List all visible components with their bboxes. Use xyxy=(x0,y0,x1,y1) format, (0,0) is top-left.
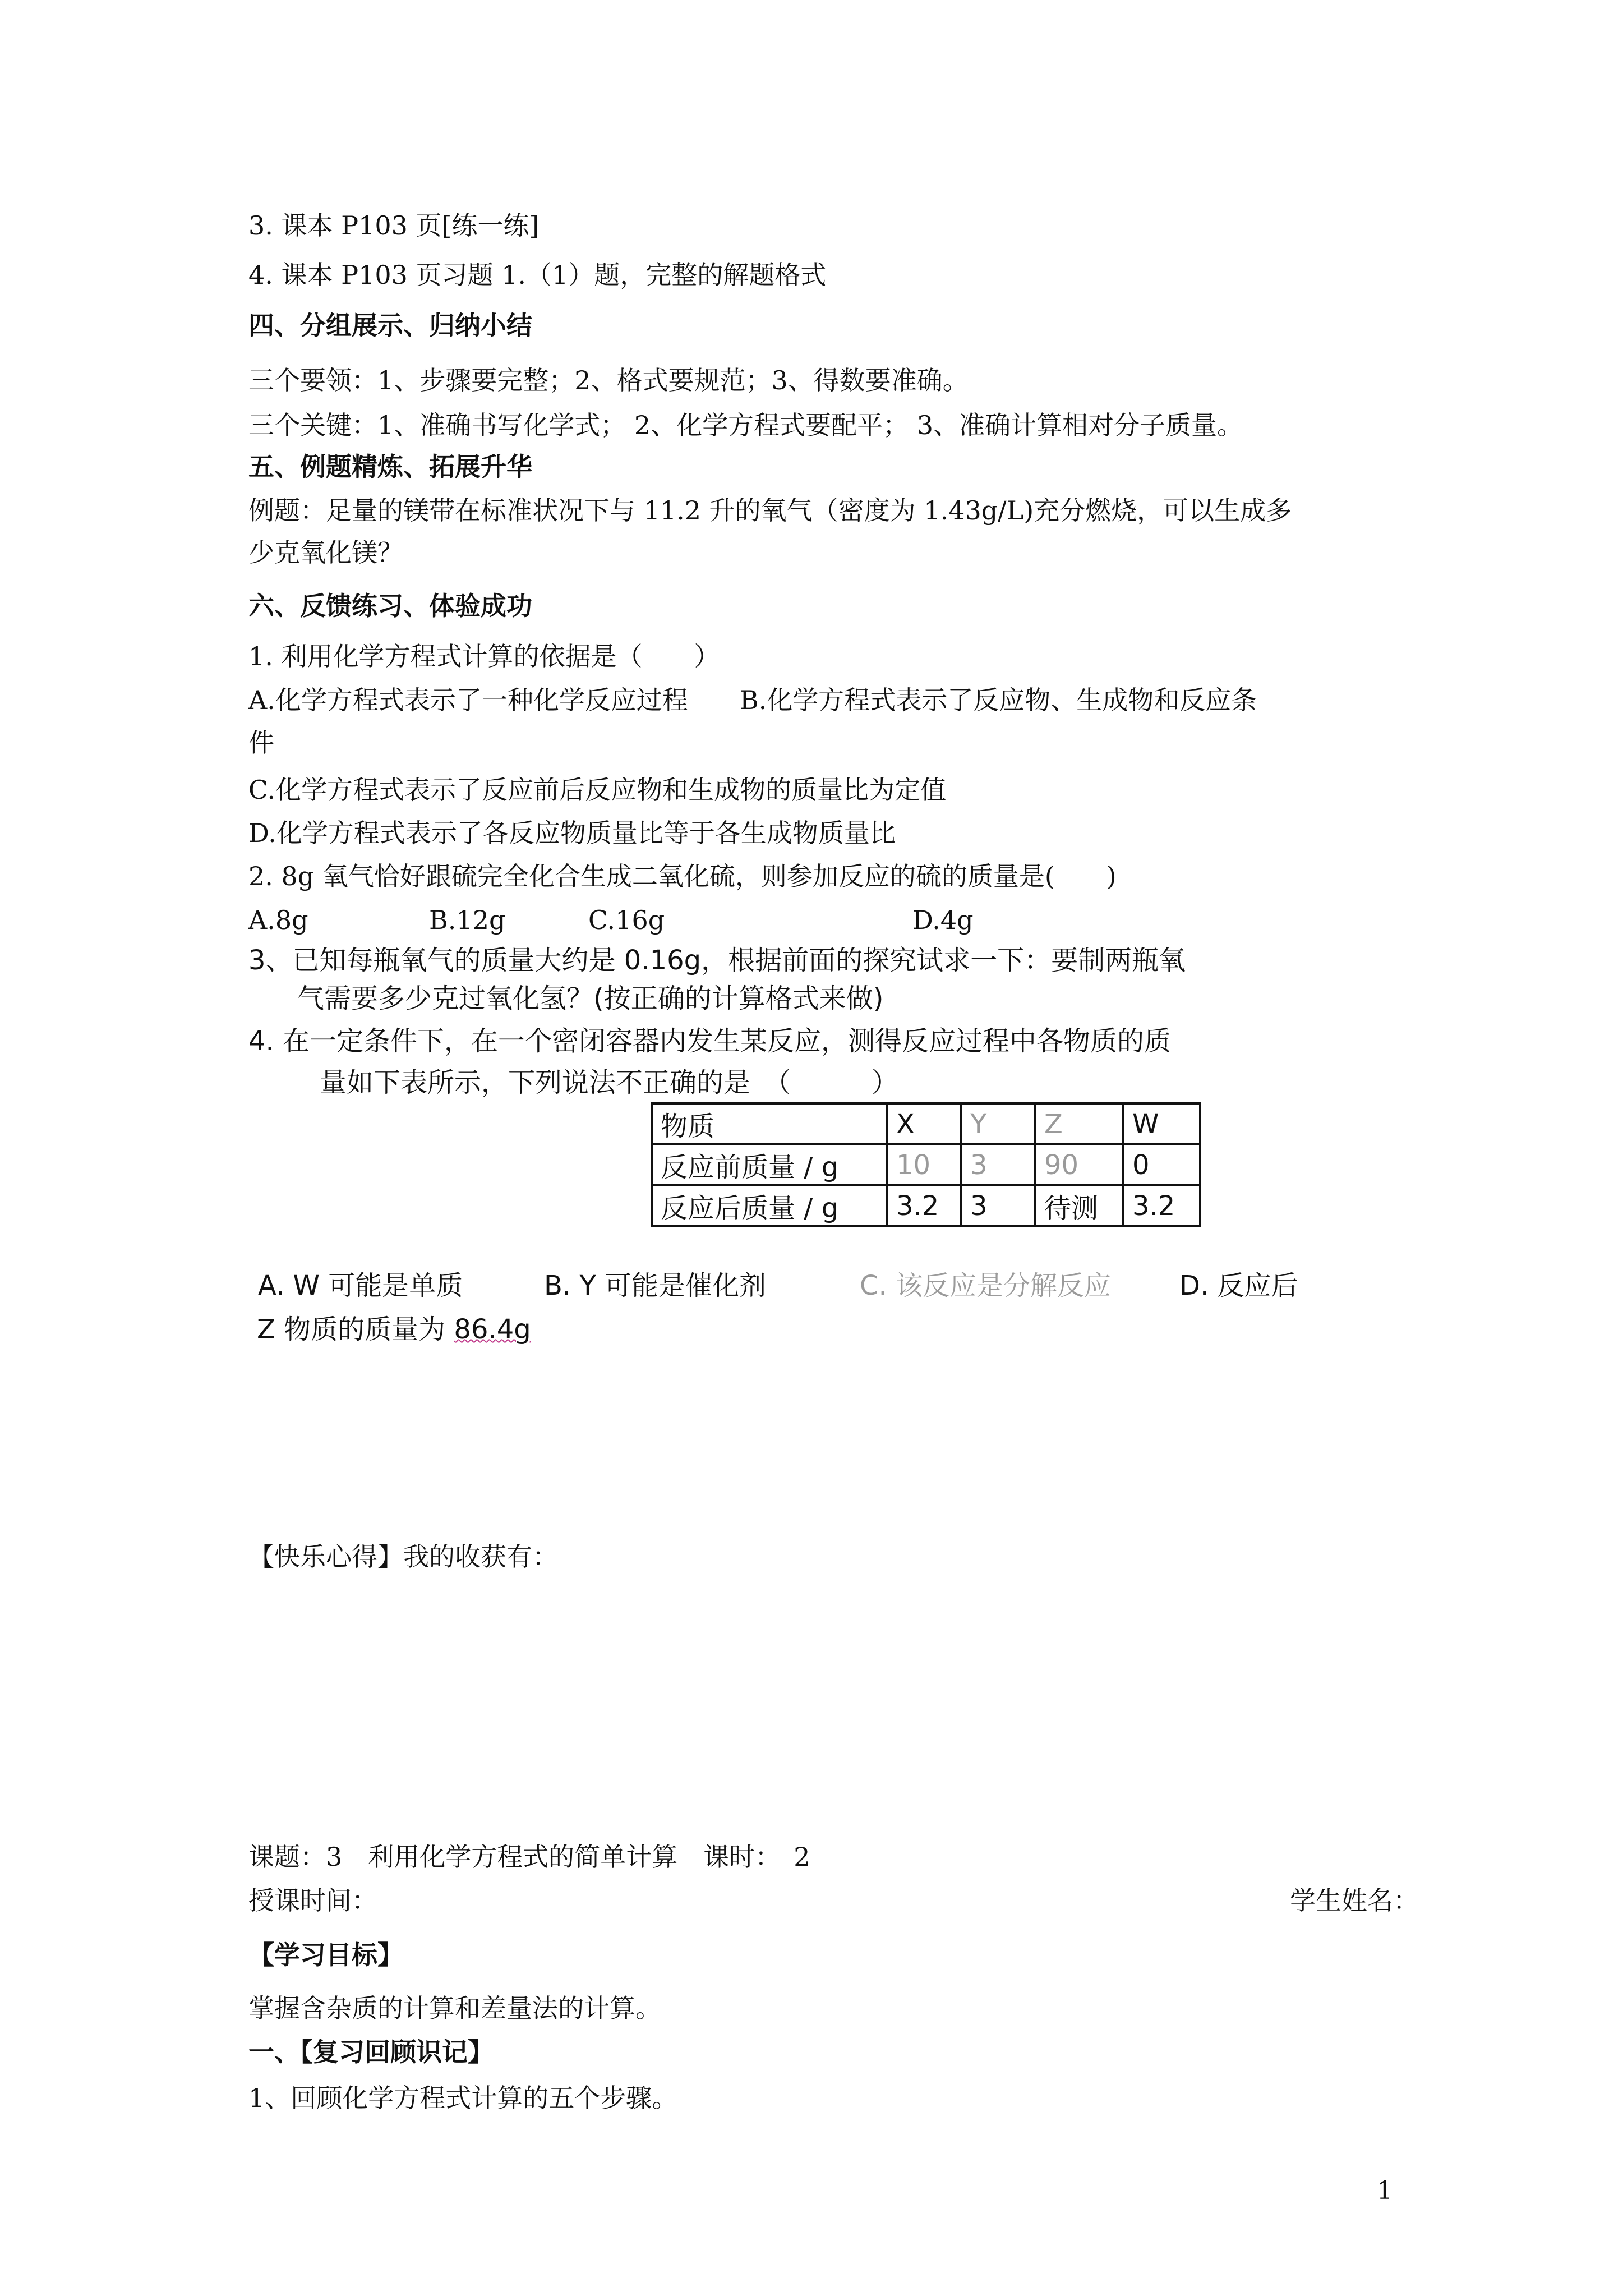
q4-option-d-text: Z 物质的质量为 xyxy=(257,1314,454,1345)
q4-option-b: B. Y 可能是催化剂 xyxy=(544,1270,767,1301)
question-4-line-1: 4. 在一定条件下，在一个密闭容器内发生某反应，测得反应过程中各物质的质 xyxy=(248,1025,1172,1057)
table-row xyxy=(652,1144,1200,1185)
q4-option-d: D. 反应后 xyxy=(1179,1270,1298,1301)
learning-goal: 掌握含杂质的计算和差量法的计算。 xyxy=(248,1993,661,2023)
example-line-1: 例题：足量的镁带在标准状况下与 11.2 升的氧气（密度为 1.43g/L)充分燃烧，可以生成多 xyxy=(248,495,1292,526)
table-cell: 反应前质量 / g xyxy=(652,1144,887,1185)
q4-option-c: C. 该反应是分解反应 xyxy=(860,1270,1112,1301)
table-cell: Z xyxy=(1035,1103,1123,1144)
heading-section-4: 四、分组展示、归纳小结 xyxy=(248,310,532,341)
class-time: 授课时间： xyxy=(248,1885,377,1916)
question-4-line-2: 量如下表所示，下列说法不正确的是 （ ） xyxy=(320,1067,899,1098)
question-4-option-d-cont xyxy=(257,1313,531,1346)
review-item-1: 1、回顾化学方程式计算的五个步骤。 xyxy=(248,2083,678,2113)
q4-option-d-value: 86.4g xyxy=(454,1314,531,1345)
option-a: A.8g xyxy=(248,905,308,935)
option-b: B.12g xyxy=(429,905,506,935)
example-line-2: 少克氧化镁？ xyxy=(248,537,403,568)
table-header-row xyxy=(652,1103,1200,1144)
table-cell: 3.2 xyxy=(1123,1185,1200,1226)
line-4: 4. 课本 P103 页习题 1.（1）题，完整的解题格式 xyxy=(248,260,827,290)
table-cell: 3 xyxy=(961,1144,1035,1185)
heading-section-6: 六、反馈练习、体验成功 xyxy=(248,591,532,621)
table-cell: 90 xyxy=(1035,1144,1123,1185)
option-c: C.16g xyxy=(588,905,665,935)
question-2: 2. 8g 氧气恰好跟硫完全化合生成二氧化硫，则参加反应的硫的质量是( ) xyxy=(248,861,1117,891)
question-1: 1. 利用化学方程式计算的依据是（ ） xyxy=(248,641,720,671)
question-1-option-c: C.化学方程式表示了反应前后反应物和生成物的质量比为定值 xyxy=(248,775,947,805)
line-key-keys: 三个关键：1、准确书写化学式； 2、化学方程式要配平； 3、准确计算相对分子质量。 xyxy=(248,410,1243,440)
page-number: 1 xyxy=(1377,2177,1393,2205)
table-cell: Y xyxy=(961,1103,1035,1144)
question-3-line-2: 气需要多少克过氧化氢？(按正确的计算格式来做) xyxy=(297,983,884,1014)
table-cell: 3.2 xyxy=(887,1185,961,1226)
question-1-option-ab: A.化学方程式表示了一种化学反应过程 B.化学方程式表示了反应物、生成物和反应条 xyxy=(248,685,1257,715)
table-cell: X xyxy=(887,1103,961,1144)
question-1-option-b-cont: 件 xyxy=(248,728,274,758)
q4-option-a: A. W 可能是单质 xyxy=(258,1270,463,1301)
table-cell: 10 xyxy=(887,1144,961,1185)
learning-goal-heading: 【学习目标】 xyxy=(248,1940,403,1970)
table-cell: 3 xyxy=(961,1185,1035,1226)
happy-gain: 【快乐心得】我的收获有： xyxy=(248,1542,558,1572)
lesson-title: 课题：3 利用化学方程式的简单计算 课时： 2 xyxy=(248,1842,810,1872)
option-d: D.4g xyxy=(912,905,974,935)
line-key-points: 三个要领：1、步骤要完整；2、格式要规范；3、得数要准确。 xyxy=(248,365,969,395)
table-cell: W xyxy=(1123,1103,1200,1144)
question-3-line-1: 3、已知每瓶氧气的质量大约是 0.16g，根据前面的探究试求一下：要制两瓶氧 xyxy=(248,945,1186,976)
review-heading: 一、【复习回顾识记】 xyxy=(248,2037,494,2067)
line-3: 3. 课本 P103 页[练一练] xyxy=(248,210,540,241)
table-cell: 0 xyxy=(1123,1144,1200,1185)
table-row xyxy=(652,1185,1200,1226)
student-name: 学生姓名： xyxy=(1290,1885,1419,1916)
table-cell: 反应后质量 / g xyxy=(652,1185,887,1226)
heading-section-5: 五、例题精炼、拓展升华 xyxy=(248,452,532,482)
question-1-option-d: D.化学方程式表示了各反应物质量比等于各生成物质量比 xyxy=(248,818,896,848)
table-cell: 待测 xyxy=(1035,1185,1123,1226)
table-cell: 物质 xyxy=(652,1103,887,1144)
mass-table xyxy=(651,1102,1201,1227)
